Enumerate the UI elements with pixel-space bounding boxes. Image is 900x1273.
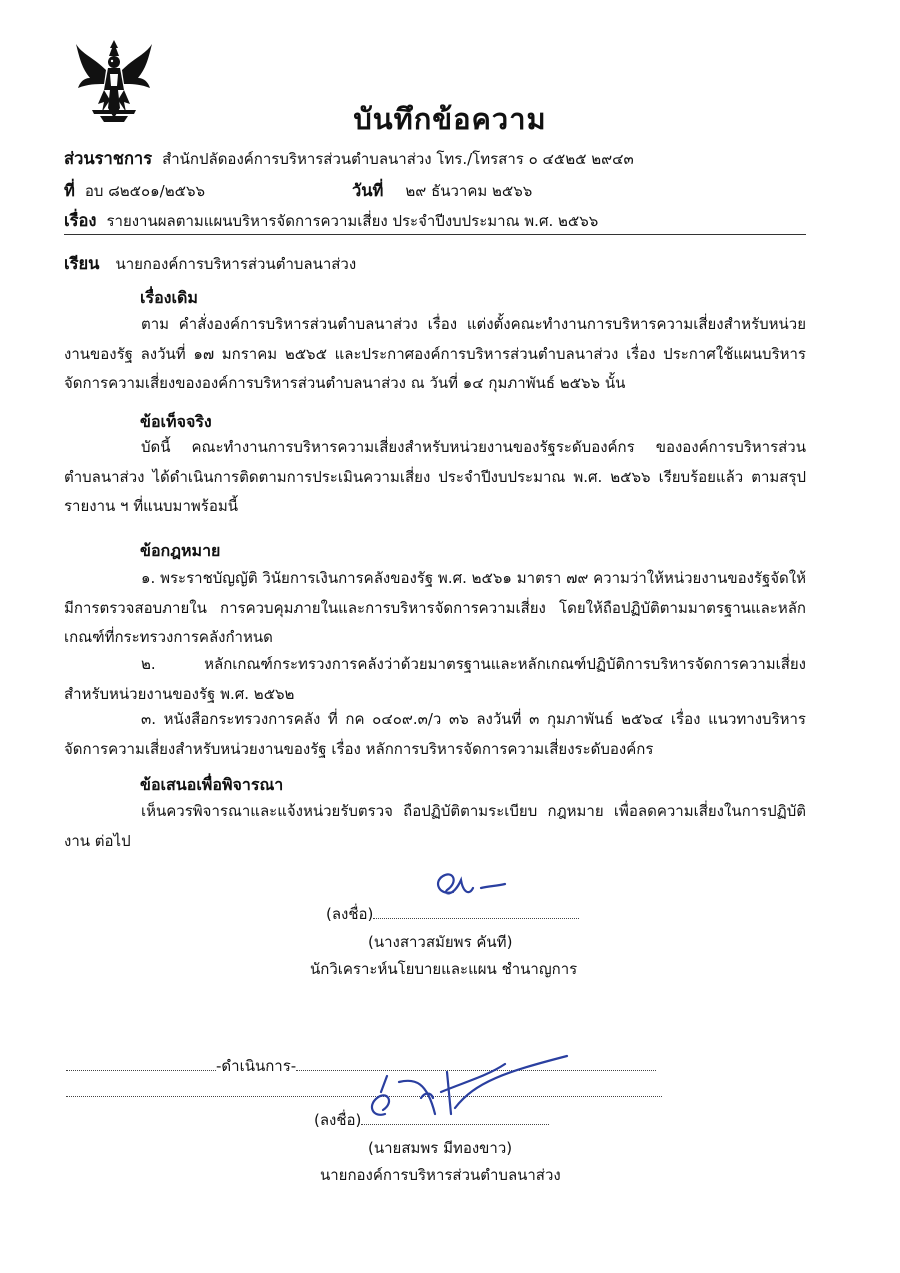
department-row	[64, 146, 634, 172]
background-heading: เรื่องเดิม	[140, 288, 198, 307]
document-title: บันทึกข้อความ	[353, 102, 547, 136]
signature-1-position: นักวิเคราะห์นโยบายและแผน ชำนาญการ	[310, 960, 578, 978]
action-label: -ดำเนินการ-	[216, 1057, 297, 1075]
signature-2-position: นายกองค์การบริหารส่วนตำบลนาส่วง	[320, 1166, 561, 1184]
facts-heading: ข้อเท็จจริง	[140, 412, 212, 431]
reference-label: ที่	[64, 181, 75, 200]
background-paragraph: ตาม คำสั่งองค์การบริหารส่วนตำบลนาส่วง เรื่อง แต่งตั้งคณะทำงานการบริหารความเสี่ยงสำหรับหน่วยงานของรัฐ ลงวันที่ ๑๗ มกราคม ๒๕๖๕ และประกาศองค์การบริหารส่วนตำบลนาส่วง เรื่อง ประกาศใช้แผนบริหารจัดการความเสี่ยงขององค์การบริหารส่วนตำบลนาส่วง ณ วันที่ ๑๔ กุมภาพันธ์ ๒๕๖๖ นั้น	[64, 315, 806, 392]
reference-row	[64, 178, 205, 204]
signature-1-line	[326, 902, 579, 926]
signature-1-name: (นางสาวสมัยพร คันที)	[368, 933, 513, 951]
signature-1-dots	[373, 904, 579, 919]
subject-row	[64, 208, 598, 234]
action-dots-left	[66, 1056, 216, 1071]
reference-value: อบ ๘๒๕๐๑/๒๕๖๖	[84, 182, 206, 200]
subject-label: เรื่อง	[64, 211, 97, 230]
date-label: วันที่	[352, 181, 384, 200]
subject-value: รายงานผลตามแผนบริหารจัดการความเสี่ยง ประจำปีงบประมาณ พ.ศ. ๒๕๖๖	[106, 212, 599, 230]
signature-1-label: (ลงชื่อ)	[326, 905, 374, 923]
signature-2-dots	[361, 1110, 549, 1125]
header-divider	[64, 234, 806, 235]
law-item-3: ๓. หนังสือกระทรวงการคลัง ที่ กค ๐๔๐๙.๓/ว ๓๖ ลงวันที่ ๓ กุมภาพันธ์ ๒๕๖๔ เรื่อง แนวทางบริหารจัดการความเสี่ยงสำหรับหน่วยงานของรัฐ เรื่อง หลักการบริหารจัดการความเสี่ยงระดับองค์กร	[64, 710, 806, 758]
law-item-2: ๒. หลักเกณฑ์กระทรวงการคลังว่าด้วยมาตรฐานและหลักเกณฑ์ปฏิบัติการบริหารจัดการความเสี่ยงสำหรับหน่วยงานของรัฐ พ.ศ. ๒๕๖๒	[64, 655, 806, 703]
signature-2-label: (ลงชื่อ)	[314, 1111, 362, 1129]
proposal-heading: ข้อเสนอเพื่อพิจารณา	[140, 775, 284, 794]
department-label: ส่วนราชการ	[64, 149, 153, 168]
date-row	[352, 178, 532, 204]
date-value: ๒๙ ธันวาคม ๒๕๖๖	[405, 182, 533, 200]
law-item-1: ๑. พระราชบัญญัติ วินัยการเงินการคลังของรัฐ พ.ศ. ๒๕๖๑ มาตรา ๗๙ ความว่าให้หน่วยงานของรัฐจัดให้มีการตรวจสอบภายใน การควบคุมภายในและการบริหารจัดการความเสี่ยง โดยให้ถือปฏิบัติตามมาตรฐานและหลักเกณฑ์ที่กระทรวงการคลังกำหนด	[64, 569, 806, 646]
law-heading: ข้อกฎหมาย	[140, 541, 221, 560]
addressee-row	[64, 251, 356, 277]
department-value: สำนักปลัดองค์การบริหารส่วนตำบลนาส่วง โทร./โทรสาร ๐ ๔๕๒๕ ๒๙๔๓	[162, 150, 634, 168]
signature-2-name: (นายสมพร มีทองขาว)	[368, 1139, 513, 1157]
facts-paragraph: บัดนี้ คณะทำงานการบริหารความเสี่ยงสำหรับหน่วยงานของรัฐระดับองค์กร ขององค์การบริหารส่วนตำบลนาส่วง ได้ดำเนินการติดตามการประเมินความเสี่ยง ประจำปีงบประมาณ พ.ศ. ๒๕๖๖ เรียบร้อยแล้ว ตามสรุปรายงาน ฯ ที่แนบมาพร้อมนี้	[64, 438, 806, 515]
signature-2-line	[314, 1108, 549, 1132]
proposal-paragraph: เห็นควรพิจารณาและแจ้งหน่วยรับตรวจ ถือปฏิบัติตามระเบียบ กฎหมาย เพื่อลดความเสี่ยงในการปฏิบัติงาน ต่อไป	[64, 802, 806, 850]
addressee-value: นายกองค์การบริหารส่วนตำบลนาส่วง	[115, 255, 357, 273]
addressee-label: เรียน	[64, 254, 100, 273]
